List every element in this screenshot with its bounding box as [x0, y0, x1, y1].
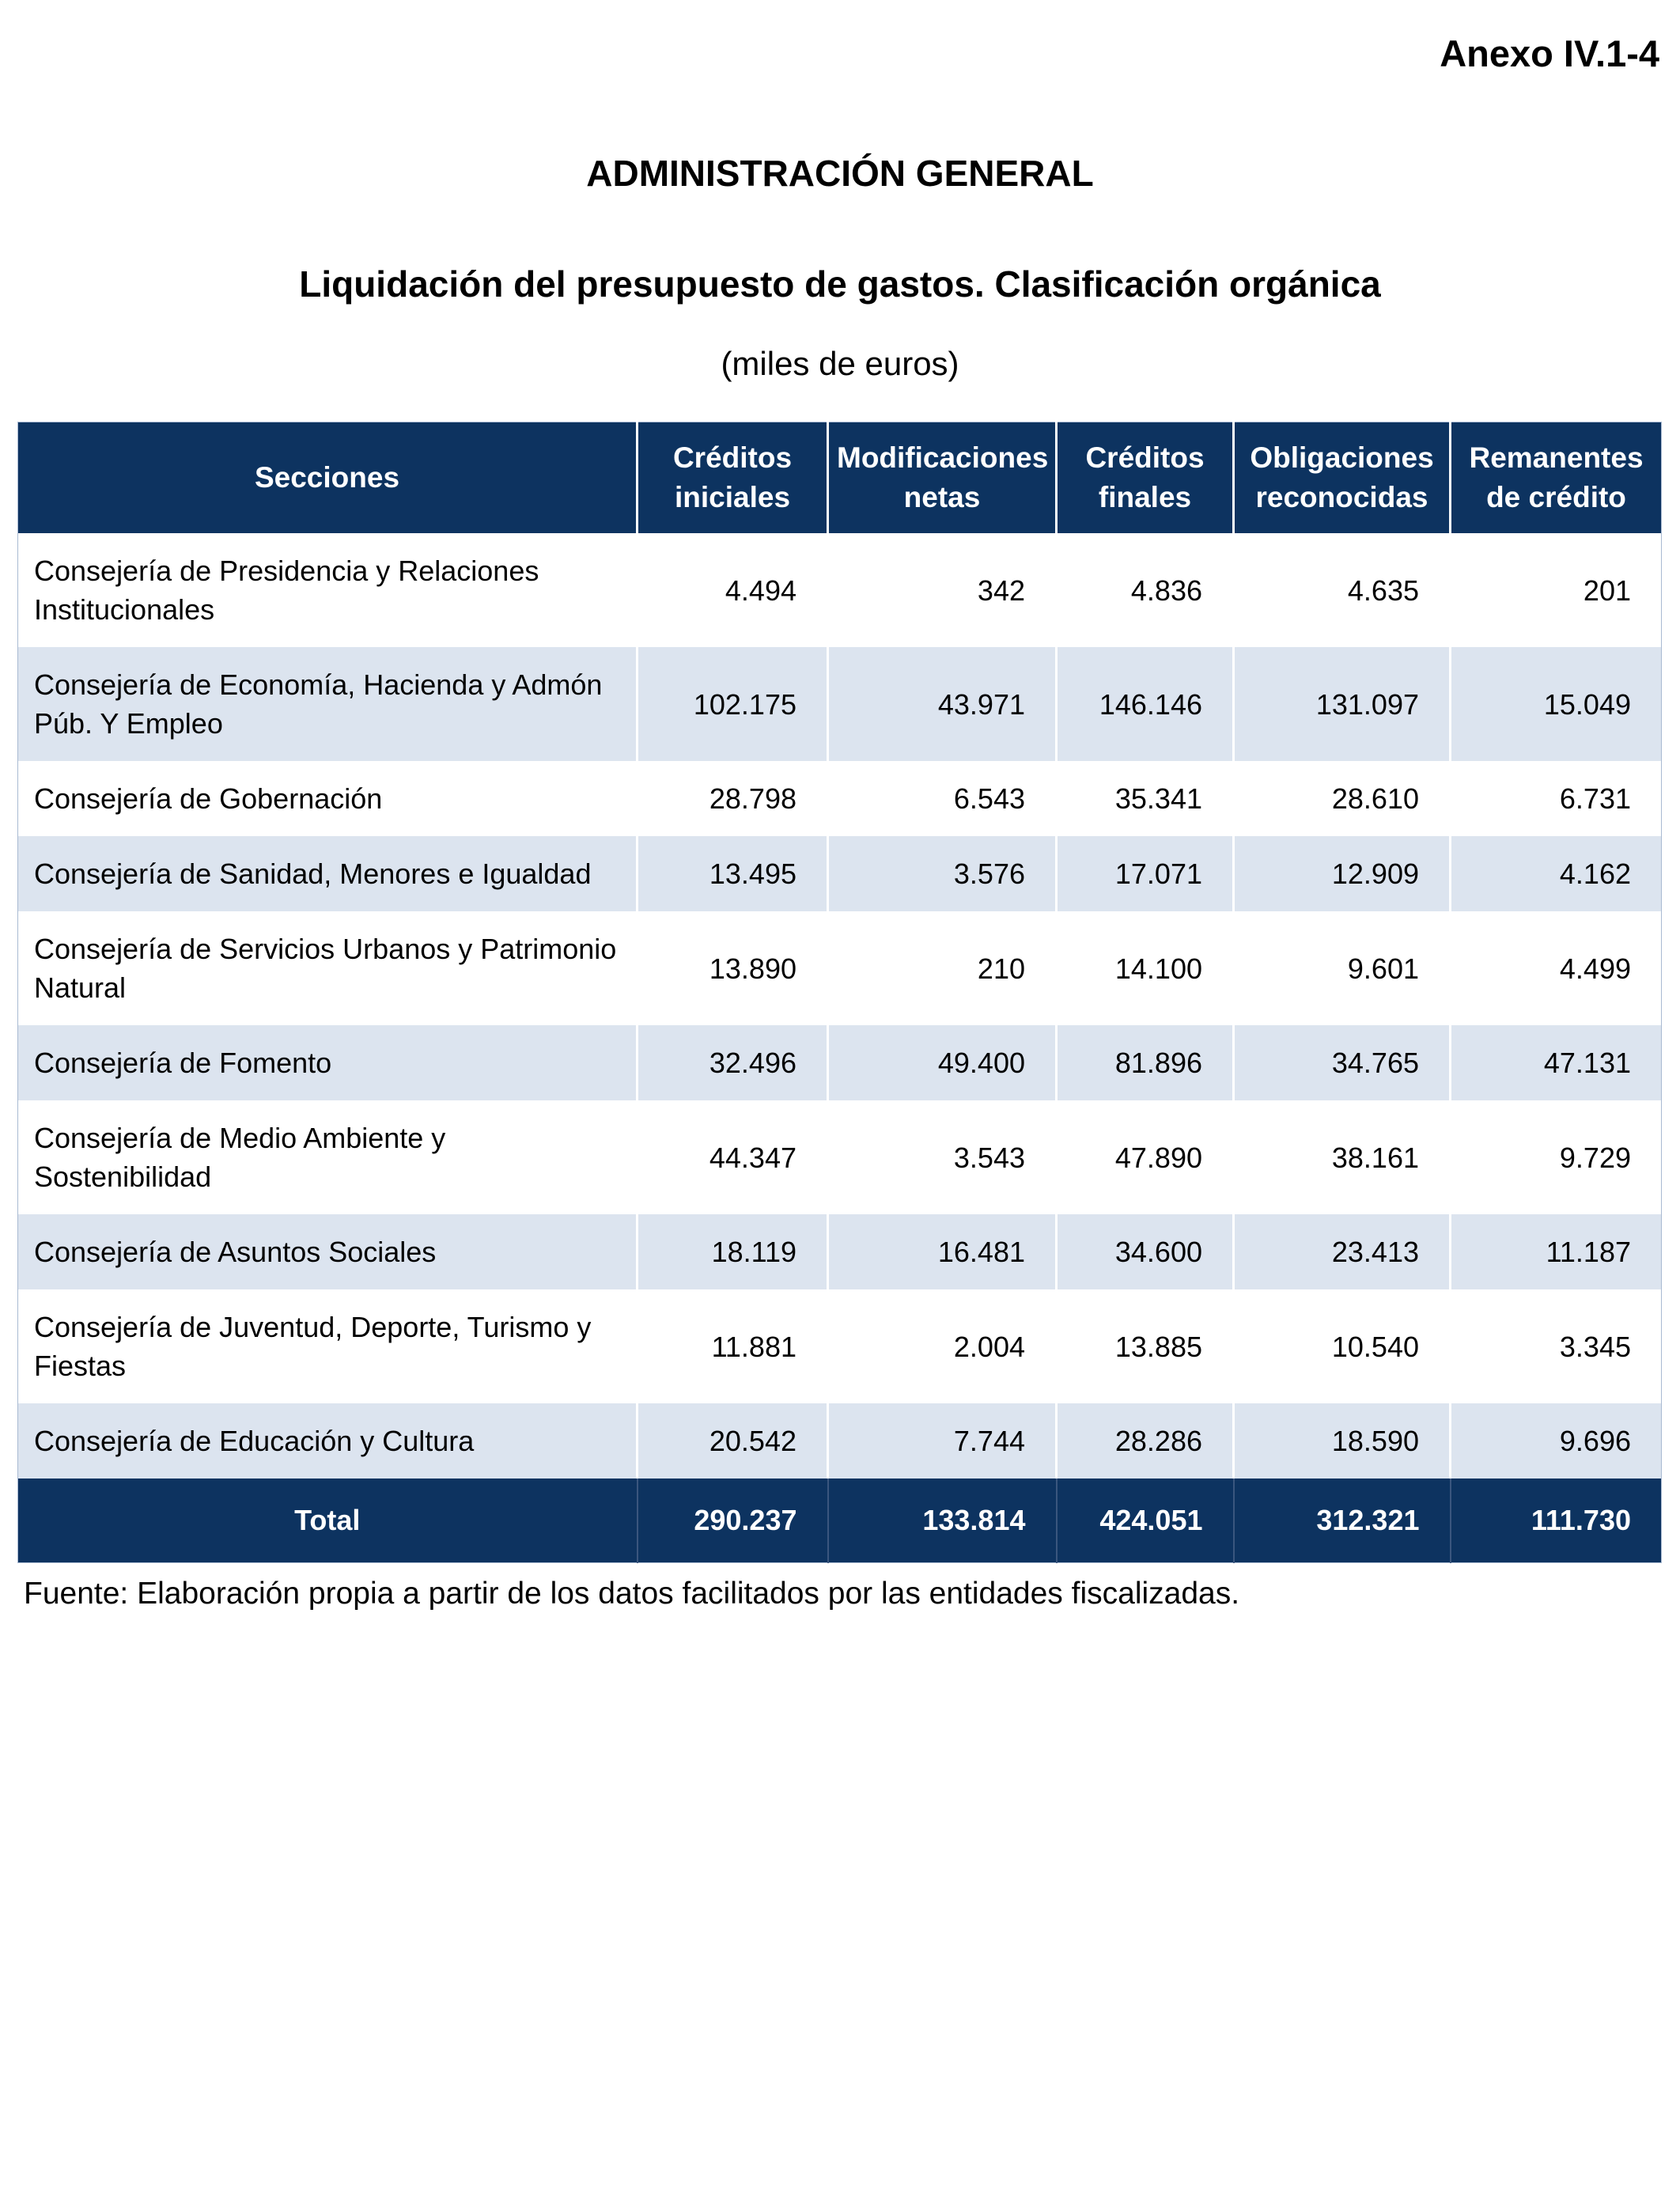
value-cell: 9.601	[1234, 911, 1451, 1025]
value-cell: 18.590	[1234, 1403, 1451, 1479]
table-row	[18, 1100, 1662, 1214]
table-row	[18, 911, 1662, 1025]
table-row	[18, 1214, 1662, 1289]
total-value-cell: 312.321	[1234, 1479, 1451, 1563]
section-cell: Consejería de Sanidad, Menores e Igualdad	[18, 836, 638, 911]
value-cell: 15.049	[1451, 647, 1662, 761]
total-value-cell: 111.730	[1451, 1479, 1662, 1563]
value-cell: 6.731	[1451, 761, 1662, 836]
total-value-cell: 290.237	[638, 1479, 828, 1563]
value-cell: 10.540	[1234, 1289, 1451, 1403]
section-cell: Consejería de Asuntos Sociales	[18, 1214, 638, 1289]
value-cell: 9.696	[1451, 1403, 1662, 1479]
value-cell: 4.162	[1451, 836, 1662, 911]
value-cell: 23.413	[1234, 1214, 1451, 1289]
value-cell: 342	[828, 533, 1057, 647]
value-cell: 102.175	[638, 647, 828, 761]
section-cell: Consejería de Economía, Hacienda y Admón Púb. Y Empleo	[18, 647, 638, 761]
value-cell: 18.119	[638, 1214, 828, 1289]
table-row	[18, 1025, 1662, 1100]
column-header: Créditos iniciales	[638, 422, 828, 534]
value-cell: 13.495	[638, 836, 828, 911]
value-cell: 49.400	[828, 1025, 1057, 1100]
page-subtitle: Liquidación del presupuesto de gastos. Clasificación orgánica	[299, 263, 1381, 305]
budget-table	[17, 422, 1662, 1563]
table-row	[18, 1403, 1662, 1479]
section-cell: Consejería de Fomento	[18, 1025, 638, 1100]
value-cell: 4.499	[1451, 911, 1662, 1025]
column-header: Modificaciones netas	[828, 422, 1057, 534]
units-note: (miles de euros)	[721, 344, 959, 382]
value-cell: 3.576	[828, 836, 1057, 911]
value-cell: 14.100	[1057, 911, 1234, 1025]
value-cell: 20.542	[638, 1403, 828, 1479]
table-row	[18, 647, 1662, 761]
value-cell: 4.494	[638, 533, 828, 647]
annex-label: Anexo IV.1-4	[1440, 32, 1659, 74]
value-cell: 11.187	[1451, 1214, 1662, 1289]
value-cell: 4.836	[1057, 533, 1234, 647]
value-cell: 2.004	[828, 1289, 1057, 1403]
value-cell: 13.885	[1057, 1289, 1234, 1403]
value-cell: 44.347	[638, 1100, 828, 1214]
table-body	[18, 533, 1662, 1479]
value-cell: 35.341	[1057, 761, 1234, 836]
table-header-row	[18, 422, 1662, 534]
section-cell: Consejería de Servicios Urbanos y Patrimonio Natural	[34, 933, 617, 1005]
value-cell: 11.881	[638, 1289, 828, 1403]
value-cell: 34.600	[1057, 1214, 1234, 1289]
value-cell: 81.896	[1057, 1025, 1234, 1100]
value-cell: 7.744	[828, 1403, 1057, 1479]
section-cell: Consejería de Educación y Cultura	[18, 1403, 638, 1479]
value-cell: 16.481	[828, 1214, 1057, 1289]
value-cell: 4.635	[1234, 533, 1451, 647]
table-row	[18, 836, 1662, 911]
table-total-row	[18, 1479, 1662, 1563]
value-cell: 9.729	[1451, 1100, 1662, 1214]
value-cell: 13.890	[638, 911, 828, 1025]
total-value-cell: 133.814	[828, 1479, 1057, 1563]
section-cell: Consejería de Juventud, Deporte, Turismo y Fiestas	[34, 1311, 592, 1383]
column-header: Créditos finales	[1057, 422, 1234, 534]
table-row	[18, 1289, 1662, 1403]
value-cell: 38.161	[1234, 1100, 1451, 1214]
value-cell: 131.097	[1234, 647, 1451, 761]
column-header: Obligaciones reconocidas	[1234, 422, 1451, 534]
value-cell: 47.890	[1057, 1100, 1234, 1214]
value-cell: 12.909	[1234, 836, 1451, 911]
value-cell: 34.765	[1234, 1025, 1451, 1100]
total-label-cell: Total	[18, 1479, 638, 1563]
table-row	[18, 533, 1662, 647]
total-value-cell: 424.051	[1057, 1479, 1234, 1563]
value-cell: 146.146	[1057, 647, 1234, 761]
value-cell: 3.543	[828, 1100, 1057, 1214]
value-cell: 28.286	[1057, 1403, 1234, 1479]
value-cell: 32.496	[638, 1025, 828, 1100]
section-cell: Consejería de Gobernación	[34, 782, 383, 816]
value-cell: 28.610	[1234, 761, 1451, 836]
page-title: ADMINISTRACIÓN GENERAL	[586, 152, 1094, 194]
section-cell: Consejería de Presidencia y Relaciones Institucionales	[34, 555, 539, 627]
table-row	[18, 761, 1662, 836]
section-cell: Consejería de Medio Ambiente y Sostenibilidad	[34, 1122, 446, 1194]
value-cell: 6.543	[828, 761, 1057, 836]
value-cell: 47.131	[1451, 1025, 1662, 1100]
source-note: Fuente: Elaboración propia a partir de los datos facilitados por las entidades fiscalizadas.	[24, 1577, 1240, 1611]
value-cell: 28.798	[638, 761, 828, 836]
value-cell: 17.071	[1057, 836, 1234, 911]
value-cell: 3.345	[1451, 1289, 1662, 1403]
value-cell: 201	[1451, 533, 1662, 647]
value-cell: 210	[828, 911, 1057, 1025]
column-header: Remanentes de crédito	[1451, 422, 1662, 534]
column-header: Secciones	[18, 422, 638, 534]
value-cell: 43.971	[828, 647, 1057, 761]
